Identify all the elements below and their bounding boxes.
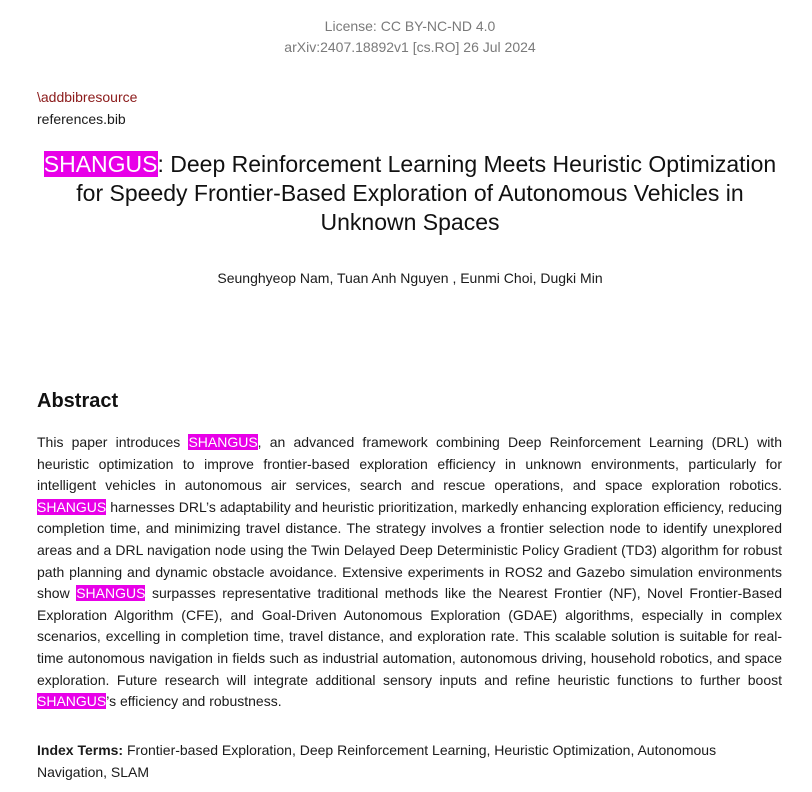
- bib-resource: [37, 86, 137, 130]
- author-list: Seunghyeop Nam, Tuan Anh Nguyen , Eunmi Choi, Dugki Min: [217, 270, 603, 286]
- paper-title: [40, 150, 780, 237]
- abstract-heading: Abstract: [37, 390, 119, 412]
- abstract-highlight: SHANGUS: [188, 434, 258, 450]
- index-terms-text: Frontier-based Exploration, Deep Reinforcement Learning, Heuristic Optimization, Autonomous Navigation, SLAM: [37, 742, 717, 780]
- abstract-text: , an advanced framework combining Deep Reinforcement Learning (DRL) with heuristic optimization to improve frontier-based exploration efficiency in unknown environments, particularly for intelligent vehicles in autonomous air services, search and rescue operations, and space exploration robotics.: [37, 434, 782, 494]
- title-text: : Deep Reinforcement Learning Meets Heuristic Optimization for Speedy Frontier-Based Exploration of Autonomous Vehicles in Unknown Spaces: [76, 151, 777, 235]
- abstract-highlight: SHANGUS: [37, 498, 107, 515]
- abstract-body: [37, 432, 782, 713]
- bib-file: references.bib: [37, 111, 126, 127]
- abstract-highlight: SHANGUS: [37, 693, 107, 710]
- index-terms-label: Index Terms:: [37, 742, 124, 758]
- abstract-text: surpasses representative traditional methods like the Nearest Frontier (NF), Novel Frontier-Based Exploration Algorithm (CFE), and Goal-Driven Autonomous Exploration (GDAE) algorithms, especially in complex scenarios, excelling in completion time, travel distance, and exploration rate. This scalable solution is suitable for real-time autonomous navigation in fields such as industrial automation, autonomous driving, household robotics, and space exploration. Future research will integrate additional sensory inputs and refine heuristic functions to further boost: [37, 585, 782, 688]
- title-highlight: SHANGUS: [43, 151, 158, 177]
- abstract-text: ’s efficiency and robustness.: [106, 693, 282, 710]
- arxiv-id: arXiv:2407.18892v1 [cs.RO] 26 Jul 2024: [284, 39, 536, 55]
- arxiv-header: [0, 16, 812, 58]
- license-text: License: CC BY-NC-ND 4.0: [324, 18, 496, 34]
- bib-command: \addbibresource: [37, 89, 138, 105]
- abstract-text: This paper introduces: [37, 434, 189, 450]
- abstract-text: harnesses DRL’s adaptability and heuristic prioritization, markedly enhancing exploration efficiency, reducing completion time, and minimizing travel distance. The strategy involves a frontier selection node to identify unexplored areas and a DRL navigation node using the Twin Delayed Deep Deterministic Policy Gradient (TD3) algorithm for robust path planning and dynamic obstacle avoidance. Extensive experiments in ROS2 and Gazebo simulation environments show: [37, 498, 782, 602]
- index-terms: [37, 740, 782, 783]
- abstract-highlight: SHANGUS: [76, 585, 146, 602]
